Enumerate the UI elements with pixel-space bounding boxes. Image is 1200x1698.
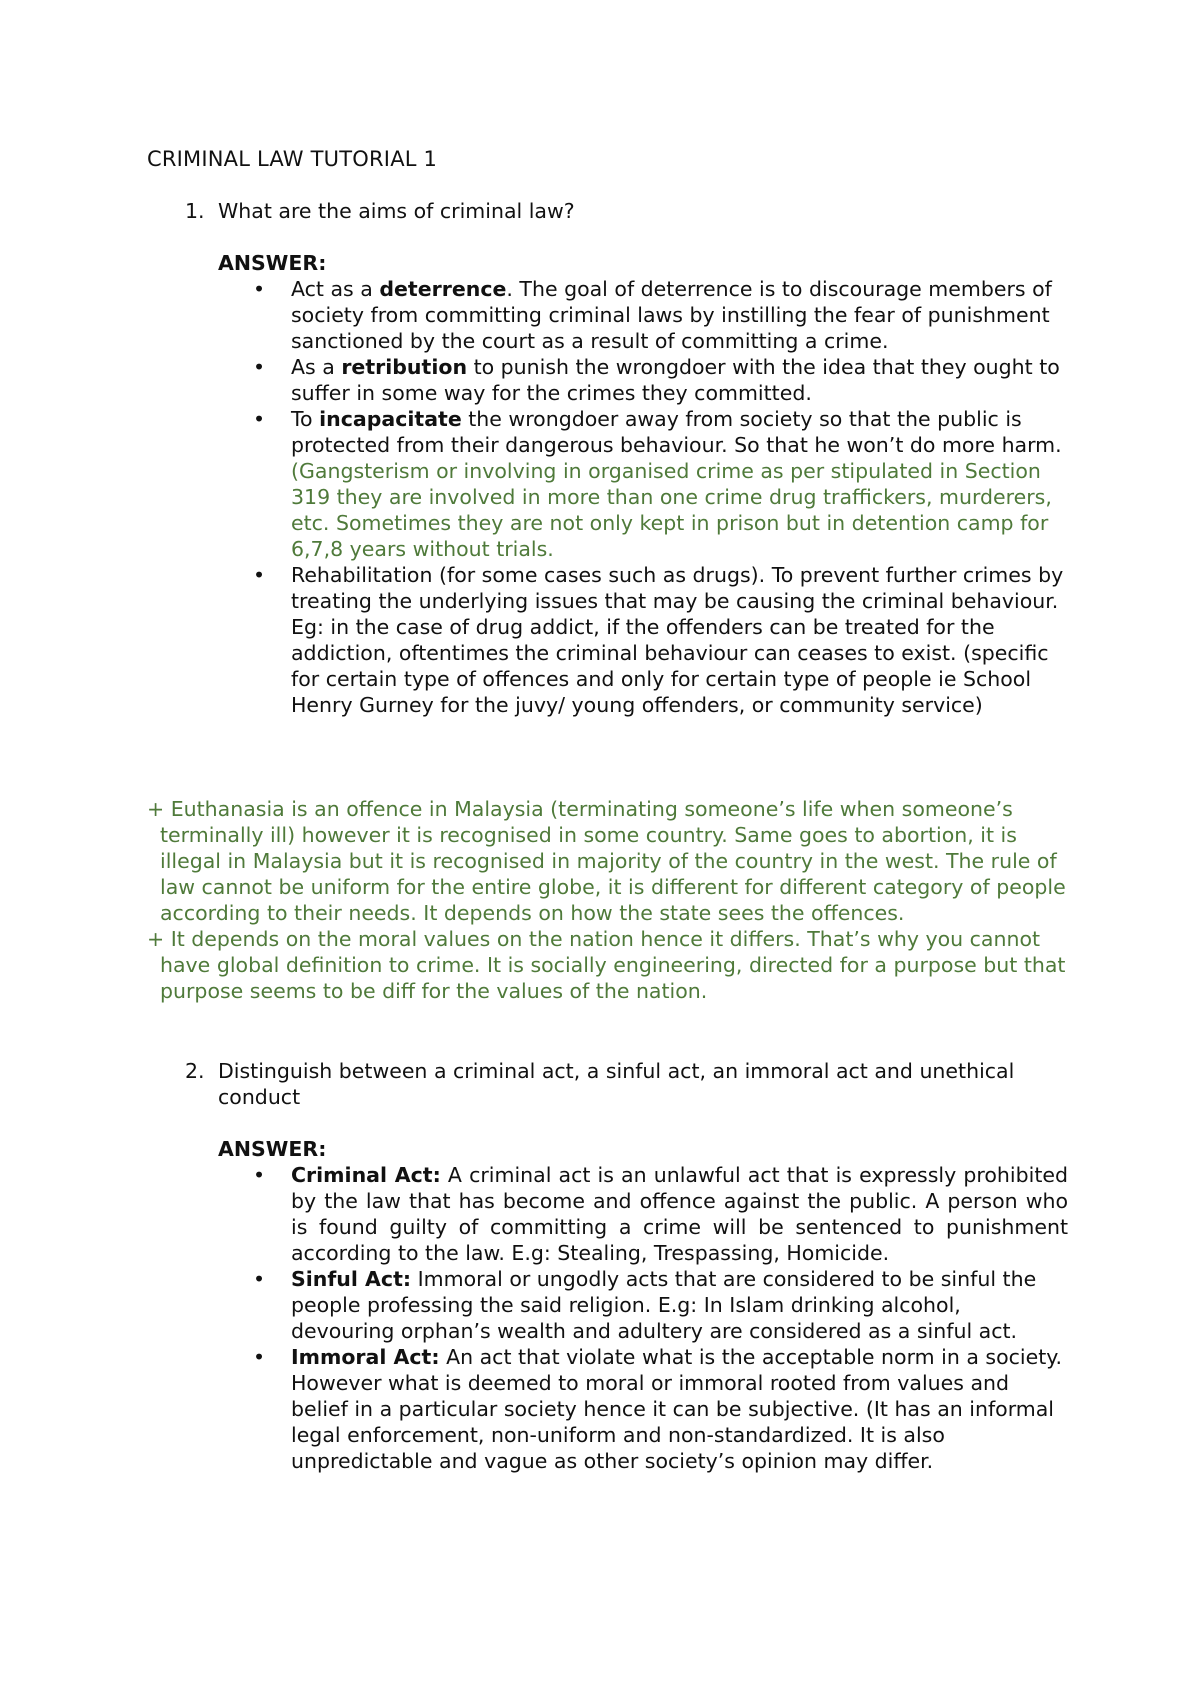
key-term: retribution xyxy=(341,355,468,379)
answer-label: ANSWER: xyxy=(218,251,327,275)
answer-list-q2 xyxy=(218,1162,1068,1474)
question-2 xyxy=(185,1058,1065,1110)
key-term: Immoral Act: xyxy=(291,1345,440,1369)
bullet-icon: • xyxy=(253,563,266,587)
list-item: • As a retribution to punish the wrongdoer with the idea that they ought to suffer in some way for the crimes they committed. xyxy=(253,355,1060,405)
list-item: • Act as a deterrence. The goal of deterrence is to discourage members of society from committing criminal laws by instilling the fear of punishment sanctioned by the court as a result of committing a crime. xyxy=(253,277,1052,353)
bullet-icon: • xyxy=(253,1345,266,1369)
list-item: • Immoral Act: An act that violate what is the acceptable norm in a society. However what is deemed to moral or immoral rooted from values and belief in a particular society hence it can be subjective. (It has an informal legal enforcement, non-uniform and non-standardized. It is also unpredictable and vague as other society’s opinion may differ. xyxy=(253,1345,1062,1473)
note-paragraph: + Euthanasia is an offence in Malaysia (terminating someone’s life when someone’s terminally ill) however it is recognised in some country. Same goes to abortion, it is illegal in Malaysia but it is recognised in majority of the country in the west. The rule of law cannot be uniform for the entire globe, it is different for different category of people according to their needs. It depends on how the state sees the offences. xyxy=(147,797,1066,925)
list-item: • Sinful Act: Immoral or ungodly acts that are considered to be sinful the people professing the said religion. E.g: In Islam drinking alcohol, devouring orphan’s wealth and adultery are considered as a sinful act. xyxy=(253,1267,1037,1343)
bullet-icon: • xyxy=(253,407,266,431)
annotation-note: (Gangsterism or involving in organised crime as per stipulated in Section 319 they are involved in more than one crime drug traffickers, murderers, etc. Sometimes they are not only kept in prison but in detention camp for 6,7,8 years without trials. xyxy=(291,459,1052,561)
bullet-icon: • xyxy=(253,1163,266,1187)
list-item: • Criminal Act: A criminal act is an unlawful act that is expressly prohibited by the law that has become and offence against the public. A person who is found guilty of committing a crime will be sentenced to punishment according to the law. E.g: Stealing, Trespassing, Homicide. xyxy=(253,1163,1068,1265)
answer-list-q1 xyxy=(218,276,1068,718)
key-term: incapacitate xyxy=(319,407,462,431)
bullet-icon: • xyxy=(253,1267,266,1291)
bullet-icon: • xyxy=(253,277,266,301)
note-paragraph: + It depends on the moral values on the nation hence it differs. That’s why you cannot have global definition to crime. It is socially engineering, directed for a purpose but that purpose seems to be diff for the values of the nation. xyxy=(147,927,1066,1003)
question-text: What are the aims of criminal law? xyxy=(218,199,575,223)
question-text: Distinguish between a criminal act, a sinful act, an immoral act and unethical conduct xyxy=(218,1059,1015,1109)
document-title: CRIMINAL LAW TUTORIAL 1 xyxy=(147,147,438,171)
class-notes xyxy=(147,796,1067,1004)
answer-label: ANSWER: xyxy=(218,1137,327,1161)
list-item: • Rehabilitation (for some cases such as drugs). To prevent further crimes by treating the underlying issues that may be causing the criminal behaviour. Eg: in the case of drug addict, if the offenders can be treated for the addiction, oftentimes the criminal behaviour can ceases to exist. (specific for certain type of offences and only for certain type of people ie School Henry Gurney for the juvy/ young offenders, or community service) xyxy=(253,563,1064,717)
key-term: deterrence xyxy=(379,277,507,301)
key-term: Sinful Act: xyxy=(291,1267,412,1291)
question-number: 1. xyxy=(185,199,205,223)
list-item: • To incapacitate the wrongdoer away from society so that the public is protected from their dangerous behaviour. So that he won’t do more harm. (Gangsterism or involving in organised crime as per stipulated in Section 319 they are involved in more than one crime drug traffickers, murderers, etc. Sometimes they are not only kept in prison but in detention camp for 6,7,8 years without trials. xyxy=(253,407,1062,561)
bullet-icon: • xyxy=(253,355,266,379)
question-1 xyxy=(185,198,1065,224)
key-term: Criminal Act: xyxy=(291,1163,441,1187)
question-number: 2. xyxy=(185,1059,205,1083)
